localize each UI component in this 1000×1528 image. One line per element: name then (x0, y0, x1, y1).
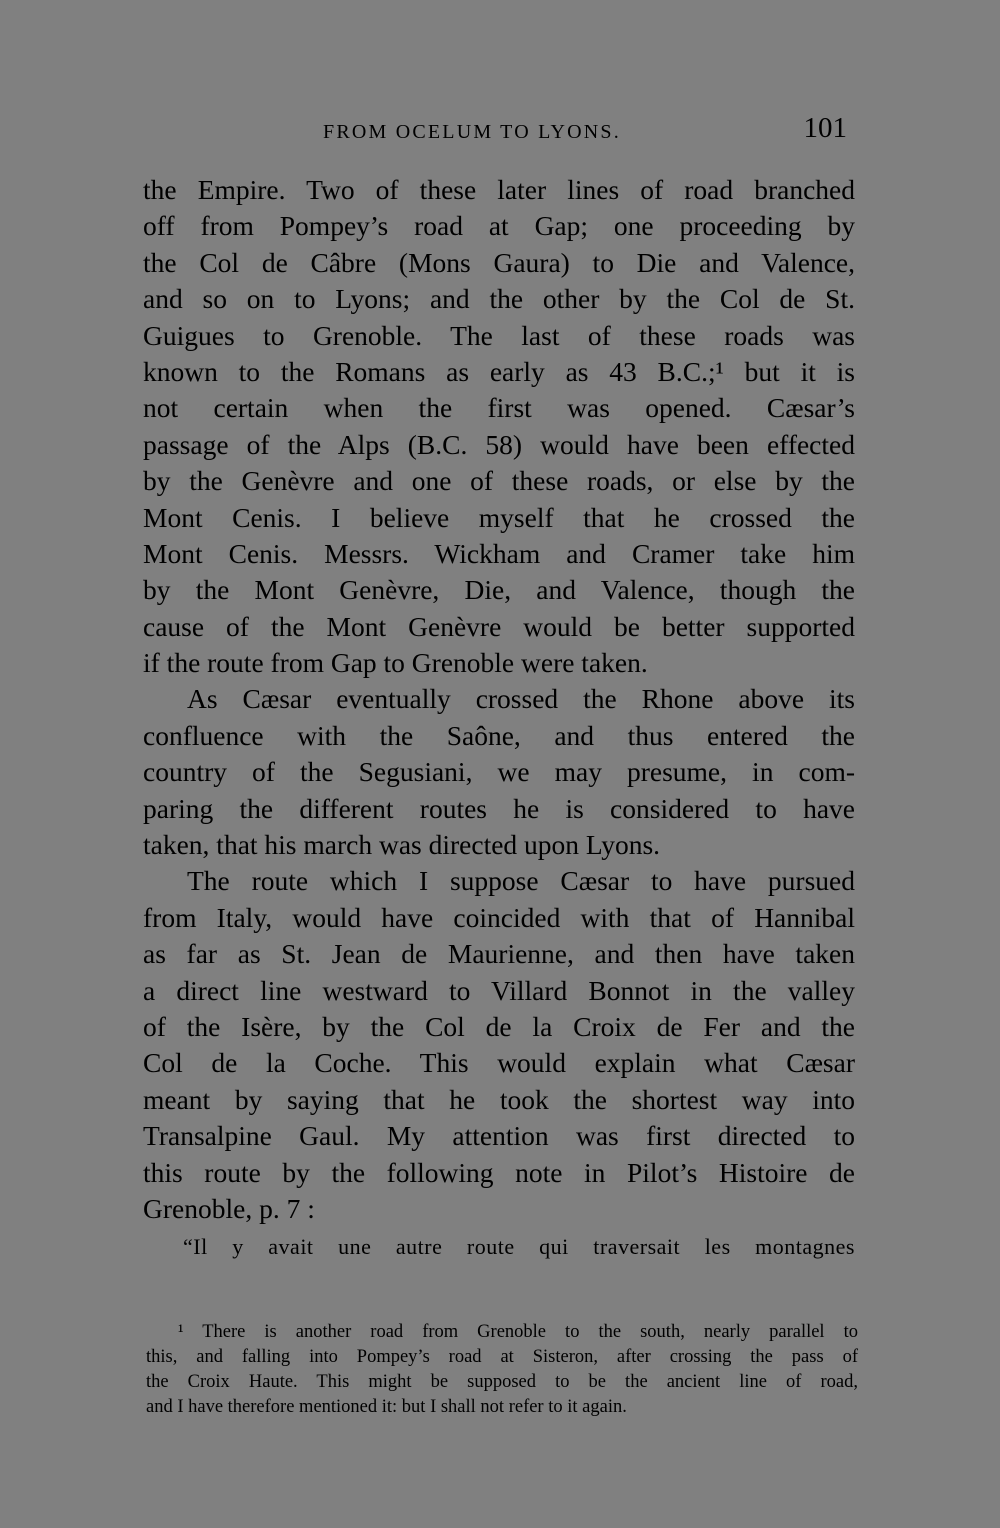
text-line: not certain when the first was opened. Cæsar’s (143, 392, 855, 424)
text-line: Grenoble, p. 7 : (143, 1192, 315, 1224)
text-line: by the Genèvre and one of these roads, or else by the (143, 465, 855, 497)
text-line: as far as St. Jean de Maurienne, and then have taken (143, 938, 855, 970)
text-line: Col de la Coche. This would explain what Cæsar (143, 1047, 855, 1079)
text-line: the Col de Câbre (Mons Gaura) to Die and Valence, (143, 246, 855, 278)
text-line: known to the Romans as early as 43 B.C.;¹ but it is (143, 355, 855, 387)
footnote-line: ¹ There is another road from Grenoble to the south, nearly parallel to (178, 1322, 858, 1342)
text-line: of the Isère, by the Col de la Croix de Fer and the (143, 1010, 855, 1042)
footnote-line: this, and falling into Pompey’s road at Sisteron, after crossing the pass of (146, 1347, 858, 1367)
text-line: confluence with the Saône, and thus entered the (143, 719, 855, 751)
text-line: off from Pompey’s road at Gap; one proceeding by (143, 210, 855, 242)
text-line: from Italy, would have coincided with that of Hannibal (143, 901, 855, 933)
text-line: passage of the Alps (B.C. 58) would have been effected (143, 428, 855, 460)
text-line: Transalpine Gaul. My attention was first directed to (143, 1120, 855, 1152)
quote-line: “Il y avait une autre route qui traversait les montagnes (183, 1234, 855, 1260)
page-number: 101 (803, 112, 847, 144)
text-line: Mont Cenis. I believe myself that he crossed the (143, 501, 855, 533)
running-head: FROM OCELUM TO LYONS. (323, 121, 621, 143)
text-line: a direct line westward to Villard Bonnot in the valley (143, 974, 855, 1006)
text-line: meant by saying that he took the shortest way into (143, 1083, 855, 1115)
footnote-line: the Croix Haute. This might be supposed to be the ancient line of road, (146, 1372, 858, 1392)
text-line: if the route from Gap to Grenoble were taken. (143, 647, 648, 679)
text-line: the Empire. Two of these later lines of road branched (143, 174, 855, 205)
footnotes (146, 1320, 858, 1420)
text-line: Mont Cenis. Messrs. Wickham and Cramer take him (143, 537, 855, 569)
text-line: by the Mont Genèvre, Die, and Valence, though the (143, 574, 855, 606)
text-line: paring the different routes he is considered to have (143, 792, 855, 824)
footnote-line: and I have therefore mentioned it: but I shall not refer to it again. (146, 1397, 627, 1417)
text-line: and so on to Lyons; and the other by the Col de St. (143, 283, 855, 315)
text-line: The route which I suppose Cæsar to have pursued (187, 865, 855, 897)
body-text (143, 172, 855, 1266)
text-line: country of the Segusiani, we may presume, in com- (143, 756, 855, 788)
text-line: As Cæsar eventually crossed the Rhone above its (187, 683, 855, 715)
text-line: taken, that his march was directed upon Lyons. (143, 829, 661, 861)
text-line: cause of the Mont Genèvre would be better supported (143, 610, 855, 642)
page-header (143, 112, 853, 156)
text-line: this route by the following note in Pilot’s Histoire de (143, 1156, 855, 1188)
text-line: Guigues to Grenoble. The last of these roads was (143, 319, 855, 351)
